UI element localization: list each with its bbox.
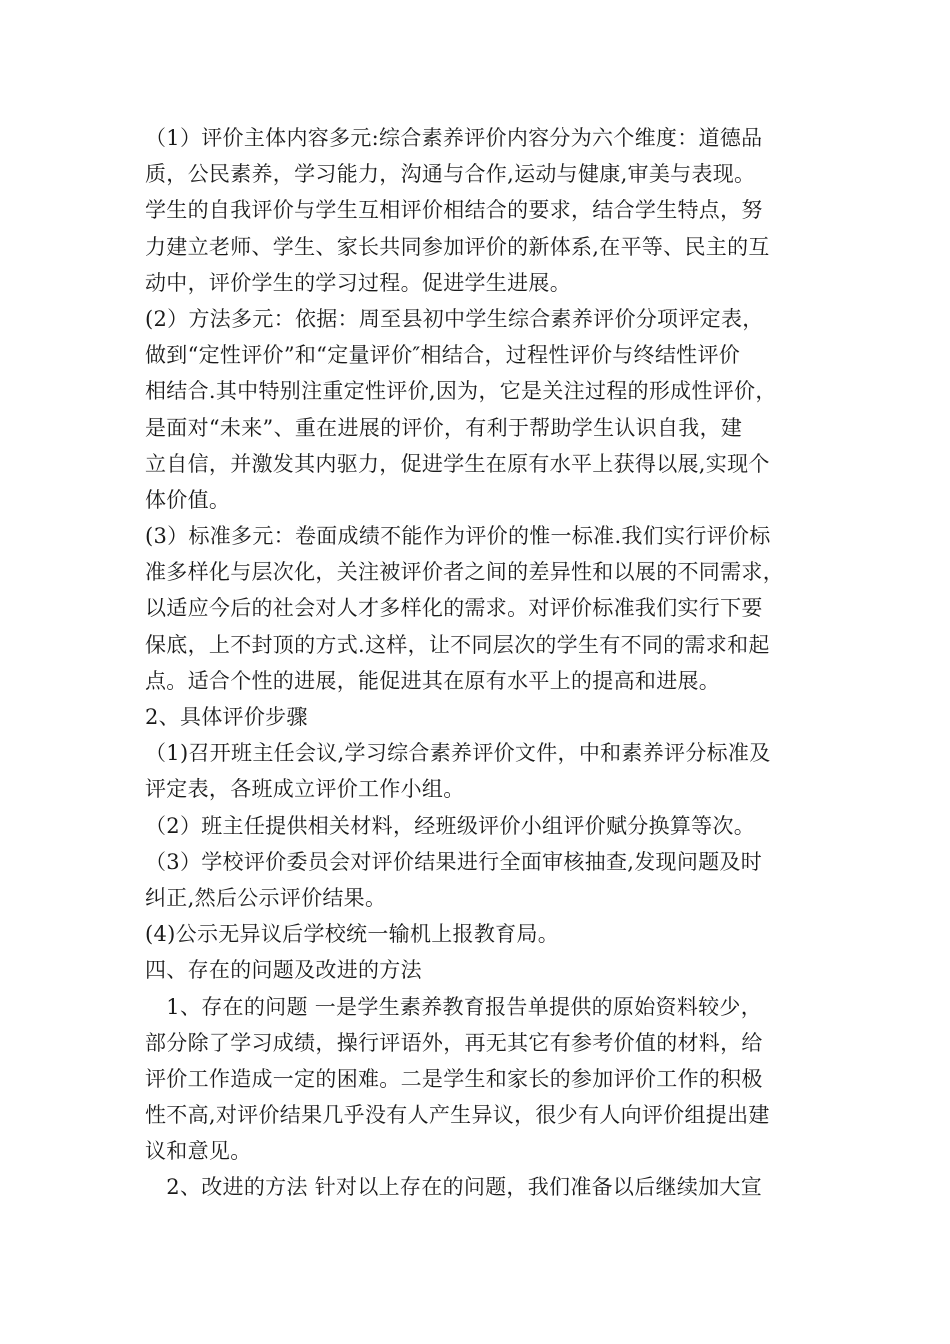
text-line: （1）评价主体内容多元:综合素养评价内容分为六个维度：道德品: [145, 126, 763, 150]
text-line: （1)召开班主任会议,学习综合素养评价文件，中和素养评分标准及: [145, 741, 771, 766]
text-line: 部分除了学习成绩，操行评语外，再无其它有参考价值的材料，给: [145, 1030, 763, 1055]
document-body: [145, 120, 815, 1206]
text-line: 性不高,对评价结果几乎没有人产生异议，很少有人向评价组提出建: [145, 1103, 770, 1128]
text-line: 点。适合个性的进展，能促进其在原有水平上的提高和进展。: [145, 668, 721, 693]
text-line: 2、改进的方法 针对以上存在的问题，我们准备以后继续加大宣: [145, 1175, 763, 1200]
section-heading: 四、存在的问题及改进的方法: [145, 958, 422, 983]
text-line: (2）方法多元：依据：周至县初中学生综合素养评价分项评定表，: [145, 306, 764, 331]
text-line: 是面对“未来”、重在进展的评价，有利于帮助学生认识自我，建: [145, 415, 743, 440]
text-line: 1、存在的问题 一是学生素养教育报告单提供的原始资料较少，: [145, 994, 763, 1019]
text-line: 力建立老师、学生、家长共同参加评价的新体系,在平等、民主的互: [145, 234, 770, 259]
text-line: 质，公民素养，学习能力，沟通与合作,运动与健康,审美与表现。: [145, 162, 756, 187]
section-heading: 2、具体评价步骤: [145, 705, 308, 729]
text-line: 评价工作造成一定的困难。二是学生和家长的参加评价工作的积极: [145, 1066, 763, 1091]
text-line: 以适应今后的社会对人才多样化的需求。对评价标准我们实行下要: [145, 596, 763, 621]
text-line: （3）学校评价委员会对评价结果进行全面审核抽查,发现问题及时: [145, 849, 763, 874]
text-line: 相结合.其中特别注重定性评价,因为，它是关注过程的形成性评价，: [145, 379, 777, 404]
text-line: 评定表，各班成立评价工作小组。: [145, 777, 465, 802]
text-line: 学生的自我评价与学生互相评价相结合的要求，结合学生特点，努: [145, 198, 763, 223]
text-line: 体价值。: [145, 487, 231, 512]
text-line: 保底，上不封顶的方式.这样，让不同层次的学生有不同的需求和起: [145, 632, 770, 657]
text-line: (4)公示无异议后学校统一输机上报教育局。: [145, 922, 560, 947]
text-line: 准多样化与层次化，关注被评价者之间的差异性和以展的不同需求，: [145, 560, 784, 585]
text-line: 纠正,然后公示评价结果。: [145, 885, 387, 910]
text-line: 做到“定性评价”和“定量评价″相结合，过程性评价与终结性评价: [145, 343, 741, 368]
text-line: （2）班主任提供相关材料，经班级评价小组评价赋分换算等次。: [145, 813, 756, 838]
text-line: (3）标准多元：卷面成绩不能作为评价的惟一标准.我们实行评价标: [145, 524, 771, 549]
text-line: 立自信，并激发其内驱力，促进学生在原有水平上获得以展,实现个: [145, 451, 770, 476]
text-line: 议和意见。: [145, 1139, 252, 1164]
text-line: 动中，评价学生的学习过程。促进学生进展。: [145, 270, 571, 295]
